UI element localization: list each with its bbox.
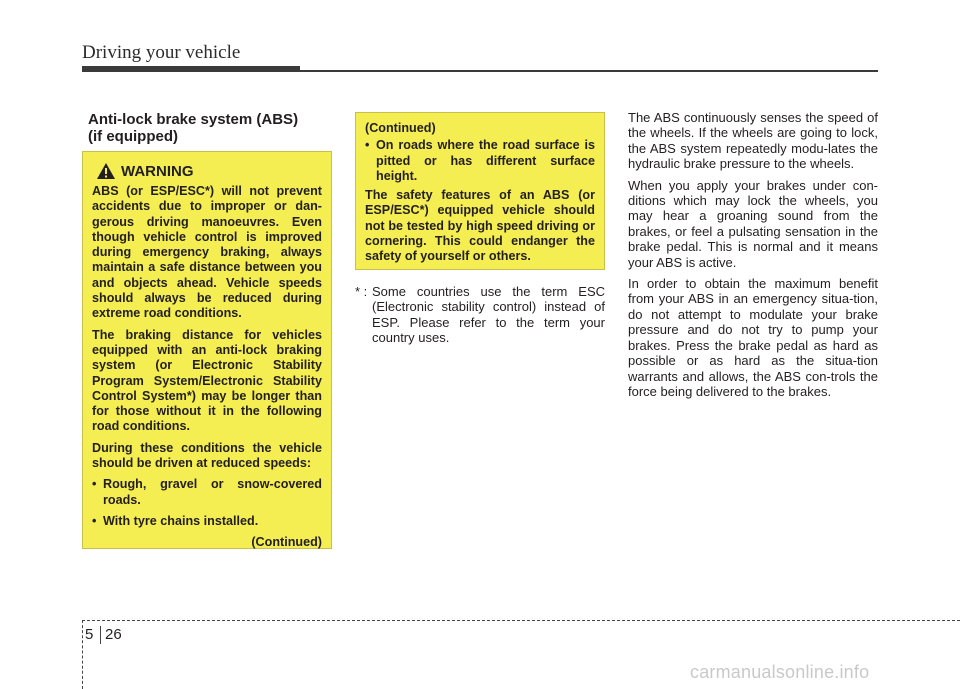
continued-paragraph: The safety features of an ABS (or ESP/ESC*) equipped vehicle should not be tested by high speed driving or cornering. This could endanger the safety of yourself or others. (365, 188, 595, 264)
header-rule-thin (300, 70, 878, 72)
section-heading (88, 111, 338, 145)
continued-bullet-item (365, 138, 595, 184)
warning-body (92, 184, 322, 551)
bullet-dot: • (92, 477, 97, 492)
bullet-dot: • (92, 513, 97, 528)
page-header-title: Driving your vehicle (82, 42, 241, 63)
warning-bullet-item (92, 477, 322, 508)
warning-bullet-text: Rough, gravel or snow-covered roads. (103, 477, 322, 507)
footer-dashed-vertical-rule (82, 620, 83, 689)
warning-paragraph-3: During these conditions the vehicle should be driven at reduced speeds: (92, 440, 322, 471)
continued-body (365, 121, 595, 265)
continued-label: (Continued) (365, 121, 436, 135)
page-number: 26 (105, 626, 122, 643)
footnote-text: Some countries use the term ESC (Electronic stability control) instead of ESP. Please refer to the term your country uses. (372, 284, 605, 346)
body-paragraph-1: The ABS continuously senses the speed of the wheels. If the wheels are going to lock, the ABS system repeatedly modu-lates the hydraulic brake pressure to the wheels. (628, 110, 878, 172)
warning-bullet-item (92, 514, 322, 529)
warning-paragraph-2: The braking distance for vehicles equipped with an anti-lock braking system (or Electronic Stability Program System/Electronic Stability Control System*) may be longer than for those without it in the following road conditions. (92, 327, 322, 434)
warning-continued-box (355, 112, 605, 270)
warning-title: WARNING (121, 162, 194, 180)
warning-box (82, 151, 332, 549)
warning-paragraph-1: ABS (or ESP/ESC*) will not prevent accidents due to improper or dan-gerous driving manoeuvres. Even though vehicle control is improved during emergency braking, always maintain a safe distance between you and objects ahead. Vehicle speeds should always be reduced during extreme road conditions. (92, 184, 322, 321)
continued-bullet-text: On roads where the road surface is pitted or has different surface height. (376, 138, 595, 183)
warning-triangle-icon (96, 162, 116, 180)
warning-continued-label: (Continued) (251, 535, 322, 550)
body-paragraph-2: When you apply your brakes under con-ditions which may lock the wheels, you may hear a groaning sound from the brakes, or feel a pulsating sensation in the brake pedal. This is normal and it means your ABS is active. (628, 177, 878, 270)
header-rule-thick (82, 66, 300, 72)
footnote-mark: * : (355, 284, 368, 299)
page-number-divider (100, 626, 101, 644)
chapter-number: 5 (85, 626, 94, 643)
watermark-text: carmanualsonline.info (690, 662, 870, 682)
warning-bullet-text: With tyre chains installed. (103, 513, 259, 528)
footer-dashed-rule (82, 620, 960, 621)
section-heading-line1: Anti-lock brake system (ABS) (88, 111, 299, 128)
body-text-column (628, 110, 878, 405)
bullet-dot: • (365, 138, 370, 153)
footnote (355, 284, 605, 346)
body-paragraph-3: In order to obtain the maximum benefit from your ABS in an emergency situa-tion, do not attempt to modulate your brake pressure and do not try to pump your brakes. Press the brake pedal as hard as possible or as hard as the situa-tion warrants and allows, the ABS con-trols the force being delivered to the brakes. (628, 276, 878, 399)
warning-header (96, 162, 322, 180)
section-heading-line2: (if equipped) (88, 128, 178, 145)
